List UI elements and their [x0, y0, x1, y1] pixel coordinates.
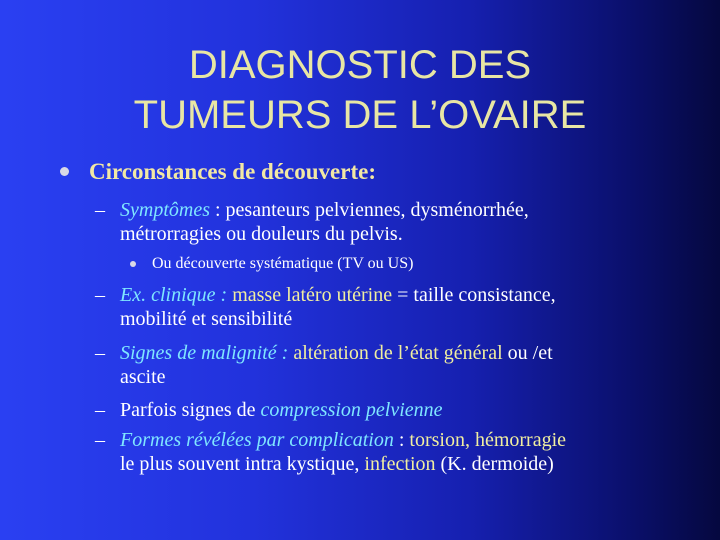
- dash-marker: –: [95, 399, 105, 421]
- label-malignity: Signes de malignité :: [120, 342, 294, 364]
- text-colon: :: [393, 429, 410, 451]
- text-symptomes-cont: métrorragies ou douleurs du pelvis.: [120, 223, 403, 245]
- text-symptomes: : pesanteurs pelviennes, dysménorrhée,: [209, 199, 529, 221]
- dash-marker: –: [95, 342, 105, 364]
- label-complication: Formes révélées par complication: [120, 429, 394, 451]
- list-item-text: [120, 428, 670, 476]
- highlight-masse: masse latéro utérine: [232, 284, 393, 306]
- list-item-text: [120, 283, 670, 331]
- sub-bullet-text: Ou découverte systématique (TV ou US): [152, 255, 414, 272]
- dash-marker: –: [95, 199, 105, 221]
- dash-marker: –: [95, 429, 105, 451]
- sub-bullet-dot-icon: [130, 261, 136, 267]
- label-compression: compression pelvienne: [260, 399, 443, 421]
- main-bullet-text: Circonstances de découverte:: [89, 159, 377, 184]
- list-item-text: [120, 341, 670, 389]
- text-malignity-cont: ascite: [120, 366, 166, 388]
- text-dermoide: (K. dermoide): [435, 453, 554, 475]
- highlight-torsion: torsion, hémorragie: [409, 429, 567, 451]
- list-item-text: [120, 198, 670, 246]
- text-malignity: ou /et: [502, 342, 553, 364]
- dash-marker: –: [95, 284, 105, 306]
- highlight-alteration: altération de l’état général: [293, 342, 503, 364]
- highlight-infection: infection: [364, 453, 436, 475]
- text-complication: le plus souvent intra kystique,: [120, 453, 365, 475]
- title-line-1: DIAGNOSTIC DES: [188, 43, 532, 87]
- label-exam: Ex. clinique :: [120, 284, 233, 306]
- text-exam-cont: mobilité et sensibilité: [120, 308, 293, 330]
- list-item-text: [120, 398, 670, 422]
- label-symptomes: Symptômes: [120, 199, 210, 221]
- title-line-2: TUMEURS DE L’OVAIRE: [133, 93, 587, 137]
- slide-title: [60, 40, 660, 140]
- bullet-dot-icon: [60, 167, 69, 176]
- text-compression: Parfois signes de: [120, 399, 261, 421]
- text-exam: = taille consistance,: [392, 284, 556, 306]
